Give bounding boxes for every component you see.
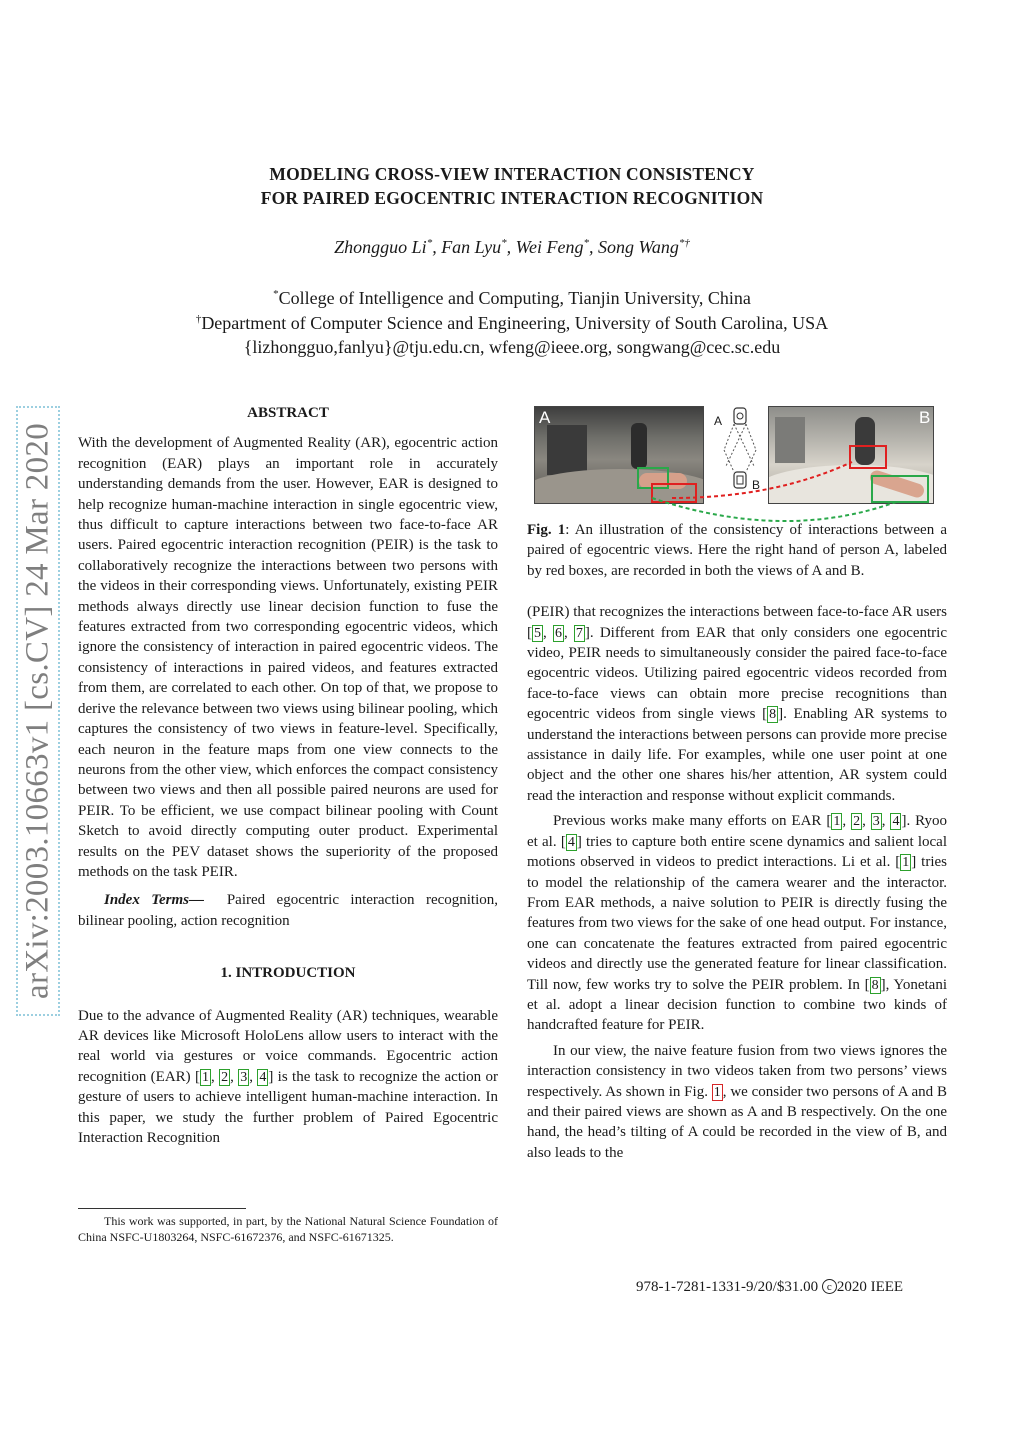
- arxiv-stamp: [16, 406, 60, 1016]
- icon-label-b: B: [752, 478, 761, 492]
- intro-paragraph-3: Previous works make many efforts on EAR [ 1 , 2 , 3 , 4 ]. Ryoo et al. [ 4 ] tries to capture both entire scene dynamics and salient local motions observed in videos to predict interactions. Li et al. [ 1 ] tries to model the relationship of the camera wearer and the interactor. From EAR methods, a naive solution to PEIR is directly fusing the features from two views for the sake of one head output. For instance, one can concatenate the features extracted from paired egocentric videos and directly use the generated feature for linear classification. Till now, few works try to solve the PEIR problem. In [ 8 ], Yonetani et al. adopt a linear decision function to combine two kinds of handcrafted feature for PEIR.: [527, 813, 948, 1034]
- citation-link[interactable]: 8: [871, 977, 879, 993]
- author-4: Song Wang: [597, 237, 679, 257]
- citation-link[interactable]: 3: [240, 1069, 248, 1085]
- view-b-label: B: [919, 408, 931, 427]
- abstract-text: With the development of Augmented Reality (AR), egocentric action recognition (EAR) plays an important role in accurately understanding demands from the user. However, EAR is designed to help recognize human-machine interaction in single egocentric view, thus difficult to capture interactions between two face-to-face AR users. Paired egocentric interaction recognition (PEIR) is the task to collaboratively recognize the interactions between two persons with the videos in their corresponding views. Unfortunately, existing PEIR methods always directly use linear decision function to fuse the features extracted from two corresponding egocentric videos, which ignore the consistency of interaction in paired egocentric videos. The consistency of interactions in paired videos, and features extracted from them, are correlated to each other. On top of that, we propose to derive the relevance between two views using bilinear pooling, which captures the consistency of two views in feature-level. Specifically, each neuron in the feature maps from one view connects to the neurons from the other view, which enforces the compact consistency between two views and then all possible paired neurons are used for PEIR. To be efficient, we use compact bilinear pooling with Count Sketch to avoid directly computing outer product. Experimental results on the PEV dataset shows the superiority of the proposed methods on the task PEIR.: [78, 435, 498, 880]
- arxiv-stamp-text: arXiv:2003.10663v1 [cs.CV] 24 Mar 2020: [19, 423, 56, 999]
- citation-link[interactable]: 4: [892, 814, 900, 830]
- citation-link[interactable]: 7: [575, 625, 583, 641]
- author-1: Zhongguo Li: [334, 237, 427, 257]
- author-list: Zhongguo Li*, Fan Lyu*, Wei Feng*, Song Wang*†: [334, 237, 690, 257]
- citation-link[interactable]: 4: [259, 1069, 267, 1085]
- figure-1: [534, 406, 934, 524]
- intro-paragraph-4: In our view, the naive feature fusion from two views ignores the interaction consistency in two videos taken from two persons’ views respectively. As shown in Fig. 1 , we consider two persons of A and B and their paired views are shown as A and B respectively. On the one hand, the head’s tilting of A could be recorded in the view of B, and also leads to the: [527, 1042, 948, 1161]
- affiliations: [0, 286, 1024, 360]
- citation-link[interactable]: 2: [221, 1069, 229, 1085]
- abstract-heading: ABSTRACT: [247, 405, 329, 421]
- icon-label-a: A: [714, 414, 723, 428]
- right-column: [527, 520, 947, 1163]
- citation-link[interactable]: 4: [567, 834, 575, 850]
- copyright-line: 978-1-7281-1331-9/20/$31.00 c 2020 IEEE: [636, 1279, 904, 1295]
- left-column: [78, 403, 498, 1148]
- citation-link[interactable]: 3: [872, 814, 880, 830]
- citation-link[interactable]: 8: [769, 707, 777, 723]
- author-3: Wei Feng: [515, 237, 584, 257]
- affiliation-1: *College of Intelligence and Computing, Tianjin University, China: [273, 288, 751, 308]
- intro-paragraph-1: Due to the advance of Augmented Reality (AR) techniques, wearable AR devices like Microsoft HoloLens allow users to interact with the real world via gestures or voice commands. Egocentric action recognition (EAR) [ 1 , 2 , 3 , 4 ] is the task to recognize the action or gesture of users to achieve intelligent human-machine interaction. In this paper, we study the further problem of Paired Egocentric Interaction Recognition: [78, 1007, 499, 1146]
- intro-paragraph-2: (PEIR) that recognizes the interactions between face-to-face AR users [ 5 , 6 , 7 ]. Different from EAR that only considers one egocentric video, PEIR needs to simultaneously consider the paired face-to-face egocentric videos. Utilizing paired egocentric videos recorded from face-to-face views can obtain more precise recognitions than egocentric videos from single views [ 8 ]. Enabling AR systems to understand the interactions between persons can provide more precise assistance in daily life. For examples, while one user point at one object and the other one shares his/her attention, AR system could read the interaction and response without explicit commands.: [527, 604, 948, 804]
- paper-title: [0, 162, 1024, 210]
- citation-link[interactable]: 5: [534, 625, 541, 641]
- consistency-connectors: [534, 406, 934, 524]
- citation-link[interactable]: 6: [554, 625, 562, 641]
- intro-heading: 1. INTRODUCTION: [220, 965, 356, 982]
- red-connector: [672, 462, 852, 498]
- title-line-2: FOR PAIRED EGOCENTRIC INTERACTION RECOGNITION: [260, 188, 764, 208]
- citation-link[interactable]: 1: [902, 855, 910, 871]
- view-a-label: A: [539, 408, 551, 427]
- citation-link[interactable]: 1: [202, 1069, 209, 1085]
- citation-link[interactable]: 2: [853, 814, 861, 830]
- figure-link[interactable]: 1: [713, 1084, 721, 1100]
- index-terms: Index Terms— Paired egocentric interaction recognition, bilinear pooling, action recognition: [78, 892, 499, 929]
- green-connector: [652, 498, 896, 521]
- author-emails: {lizhongguo,fanlyu}@tju.edu.cn, wfeng@ieee.org, songwang@cec.sc.edu: [243, 337, 781, 357]
- affiliation-2: †Department of Computer Science and Engineering, University of South Carolina, USA: [195, 312, 829, 333]
- figure-1-caption: Fig. 1: An illustration of the consistency of interactions between a paired of egocentric views. Here the right hand of person A, labeled by red boxes, are recorded in both the views of A and B.: [527, 522, 947, 579]
- copyright-symbol: c: [822, 1279, 837, 1294]
- footnote: This work was supported, in part, by the National Natural Science Foundation of China NSFC-U1803264, NSFC-61672376, and NSFC-61671325.: [78, 1214, 498, 1244]
- footnote-rule: [78, 1208, 246, 1209]
- citation-link[interactable]: 1: [833, 814, 841, 830]
- title-line-1: MODELING CROSS-VIEW INTERACTION CONSISTENCY: [269, 164, 755, 184]
- author-2: Fan Lyu: [441, 237, 502, 257]
